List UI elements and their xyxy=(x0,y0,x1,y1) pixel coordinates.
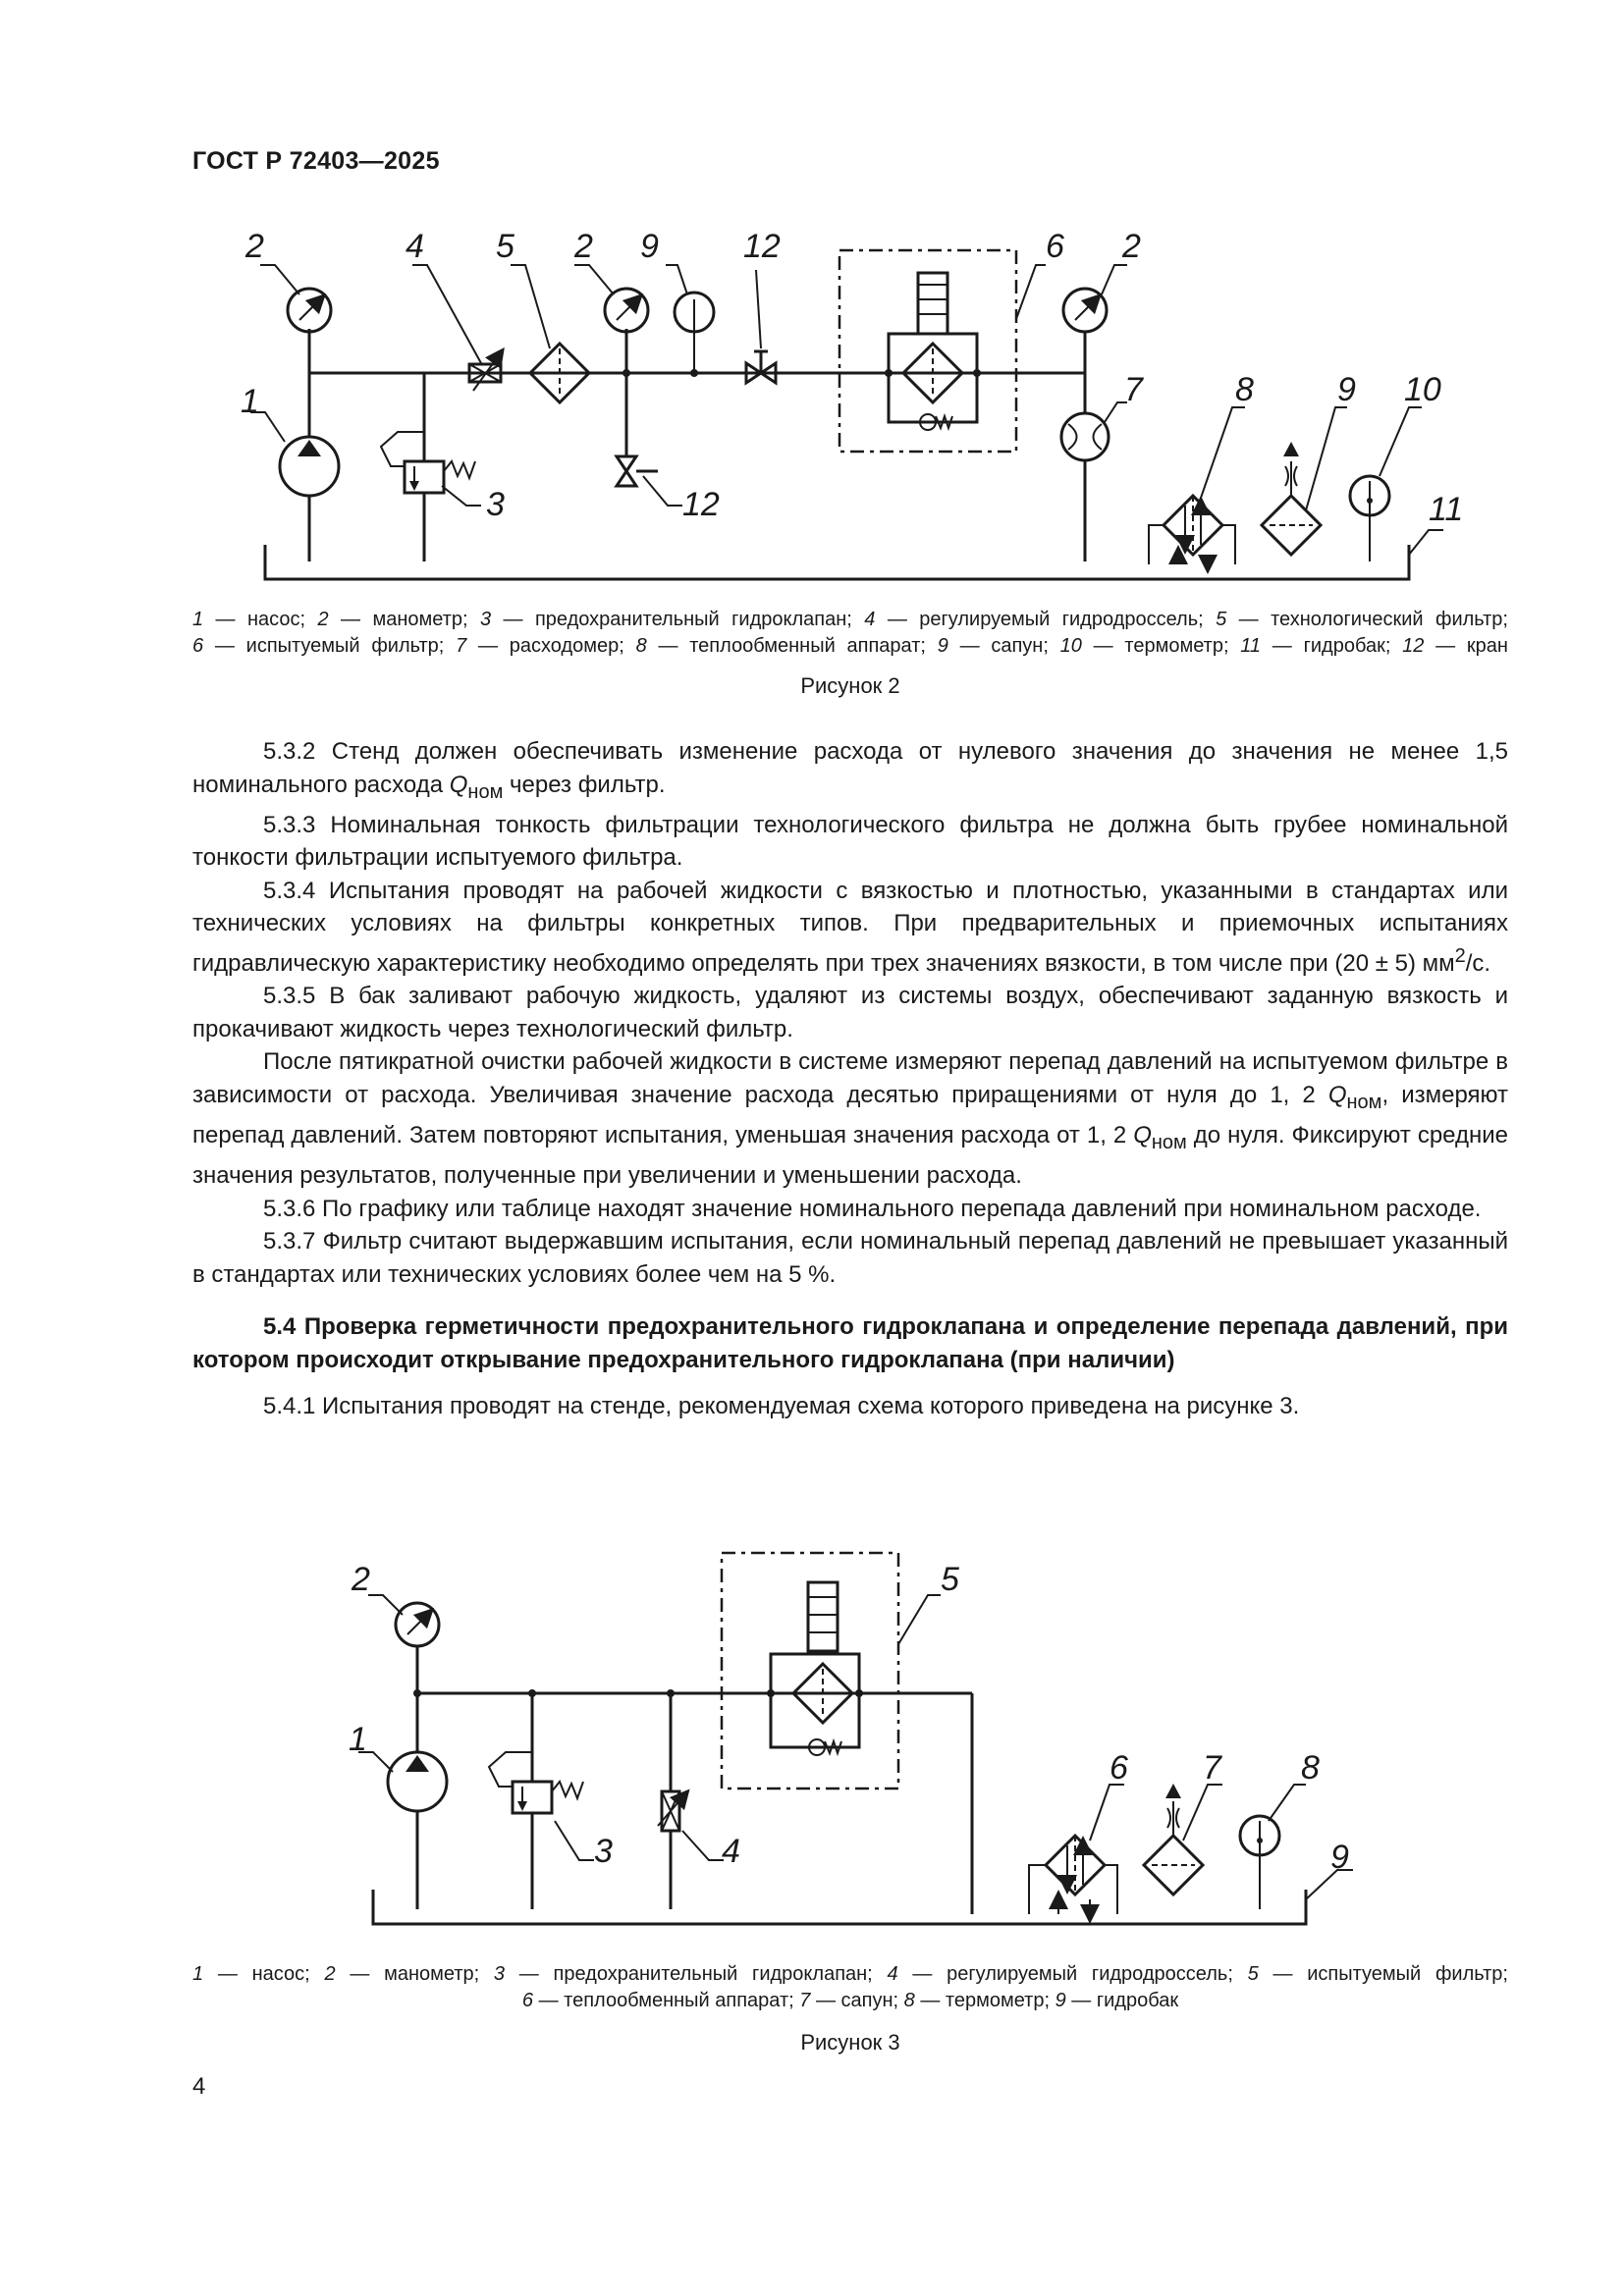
document-header: ГОСТ Р 72403—2025 xyxy=(192,147,440,175)
fig3-label-4: 4 xyxy=(722,1833,740,1870)
page-number: 4 xyxy=(192,2073,206,2100)
figure-2-legend-line-2: 6 — испытуемый фильтр; 7 — расходомер; 8 — теплообменный аппарат; 9 — сапун; 10 — термометр; 11 — гидробак; 12 — кран xyxy=(192,635,1508,657)
fig3-label-3: 3 xyxy=(594,1833,613,1870)
fig2-label-4: 4 xyxy=(406,228,424,265)
figure-3-legend-line-1: 1 — насос; 2 — манометр; 3 — предохранительный гидроклапан; 4 — регулируемый гидродроссель; 5 — испытуемый фильтр; xyxy=(192,1963,1508,1985)
paragraph-5-3-2: 5.3.2 Стенд должен обеспечивать изменение расхода от нулевого значения до значения не менее 1,5 номинального расхода $Q_{ном}$ через фильтр. xyxy=(192,738,1508,803)
fig2-label-10: 10 xyxy=(1404,371,1441,408)
fig2-label-9a: 9 xyxy=(640,228,659,265)
paragraph-5-3-7: 5.3.7 Фильтр считают выдержавшим испытания, если номинальный перепад давлений не превышает указанный в стандартах или технических условиях более чем на 5 %. xyxy=(192,1228,1508,1288)
paragraph-5-4-1: 5.4.1 Испытания проводят на стенде, рекомендуемая схема которого приведена на рисунке 3. xyxy=(263,1393,1300,1420)
fig2-label-2a: 2 xyxy=(245,228,264,265)
fig3-label-1: 1 xyxy=(349,1721,367,1758)
figure-2-title: Рисунок 2 xyxy=(800,673,900,698)
fig2-label-1: 1 xyxy=(241,383,259,420)
paragraph-5-3-5: 5.3.5 В бак заливают рабочую жидкость, удаляют из системы воздух, обеспечивают заданную вязкость и прокачивают жидкость через технологический фильтр. xyxy=(192,983,1508,1042)
paragraph-5-3-6: 5.3.6 По графику или таблице находят значение номинального перепада давлений при номинальном расходе. xyxy=(263,1195,1482,1222)
fig3-label-6: 6 xyxy=(1110,1749,1128,1787)
fig2-label-11: 11 xyxy=(1429,491,1464,528)
figure-3-legend-line-2: 6 — теплообменный аппарат; 7 — сапун; 8 — термометр; 9 — гидробак xyxy=(521,1990,1179,2011)
fig2-label-7: 7 xyxy=(1124,371,1143,408)
fig3-label-2: 2 xyxy=(352,1561,370,1598)
fig3-label-5: 5 xyxy=(941,1561,959,1598)
section-heading-5-4: 5.4 Проверка герметичности предохранительного гидроклапана и определение перепада давлений, при котором происходит открывание предохранительного гидроклапана (при наличии) xyxy=(192,1313,1508,1373)
figure-2-diagram xyxy=(0,216,1624,805)
fig2-label-3: 3 xyxy=(486,486,505,523)
figure-2-legend-line-1: 1 — насос; 2 — манометр; 3 — предохранительный гидроклапан; 4 — регулируемый гидродроссель; 5 — технологический фильтр; xyxy=(192,609,1508,630)
fig2-label-5: 5 xyxy=(496,228,514,265)
fig2-label-2b: 2 xyxy=(574,228,593,265)
body-text xyxy=(192,735,1508,1423)
fig3-label-7: 7 xyxy=(1203,1749,1221,1787)
figure-3-diagram xyxy=(0,1551,1624,1963)
fig2-label-6: 6 xyxy=(1046,228,1064,265)
fig2-label-8: 8 xyxy=(1235,371,1254,408)
paragraph-5-3-5-continued: После пятикратной очистки рабочей жидкости в системе измеряют перепад давлений на испытуемом фильтре в зависимости от расхода. Увеличивая значение расхода десятью приращениями от нуля до 1, 2 $Q_{ном}$, измеряют перепад давлений. Затем повторяют испытания, уменьшая значения расхода от 1, 2 $Q_{ном}$ до нуля. Фиксируют средние значения результатов, полученные при увеличении и уменьшении расхода. xyxy=(192,1048,1509,1190)
fig2-label-12a: 12 xyxy=(743,228,781,265)
figure-3-title: Рисунок 3 xyxy=(800,2030,900,2055)
fig2-label-2c: 2 xyxy=(1122,228,1141,265)
fig2-label-12b: 12 xyxy=(682,486,720,523)
paragraph-5-3-4: 5.3.4 Испытания проводят на рабочей жидкости с вязкостью и плотностью, указанными в стандартах или технических условиях на фильтры конкретных типов. При предварительных и приемочных испытаниях гидравлическую характеристику необходимо определять при трех значениях вязкости, в том числе при (20 ± 5) $мм^2/с$. xyxy=(192,877,1508,977)
fig3-label-8: 8 xyxy=(1301,1749,1320,1787)
fig3-label-9: 9 xyxy=(1330,1839,1349,1876)
paragraph-5-3-3: 5.3.3 Номинальная тонкость фильтрации технологического фильтра не должна быть грубее номинальной тонкости фильтрации испытуемого фильтра. xyxy=(192,811,1508,872)
fig2-label-9b: 9 xyxy=(1337,371,1356,408)
